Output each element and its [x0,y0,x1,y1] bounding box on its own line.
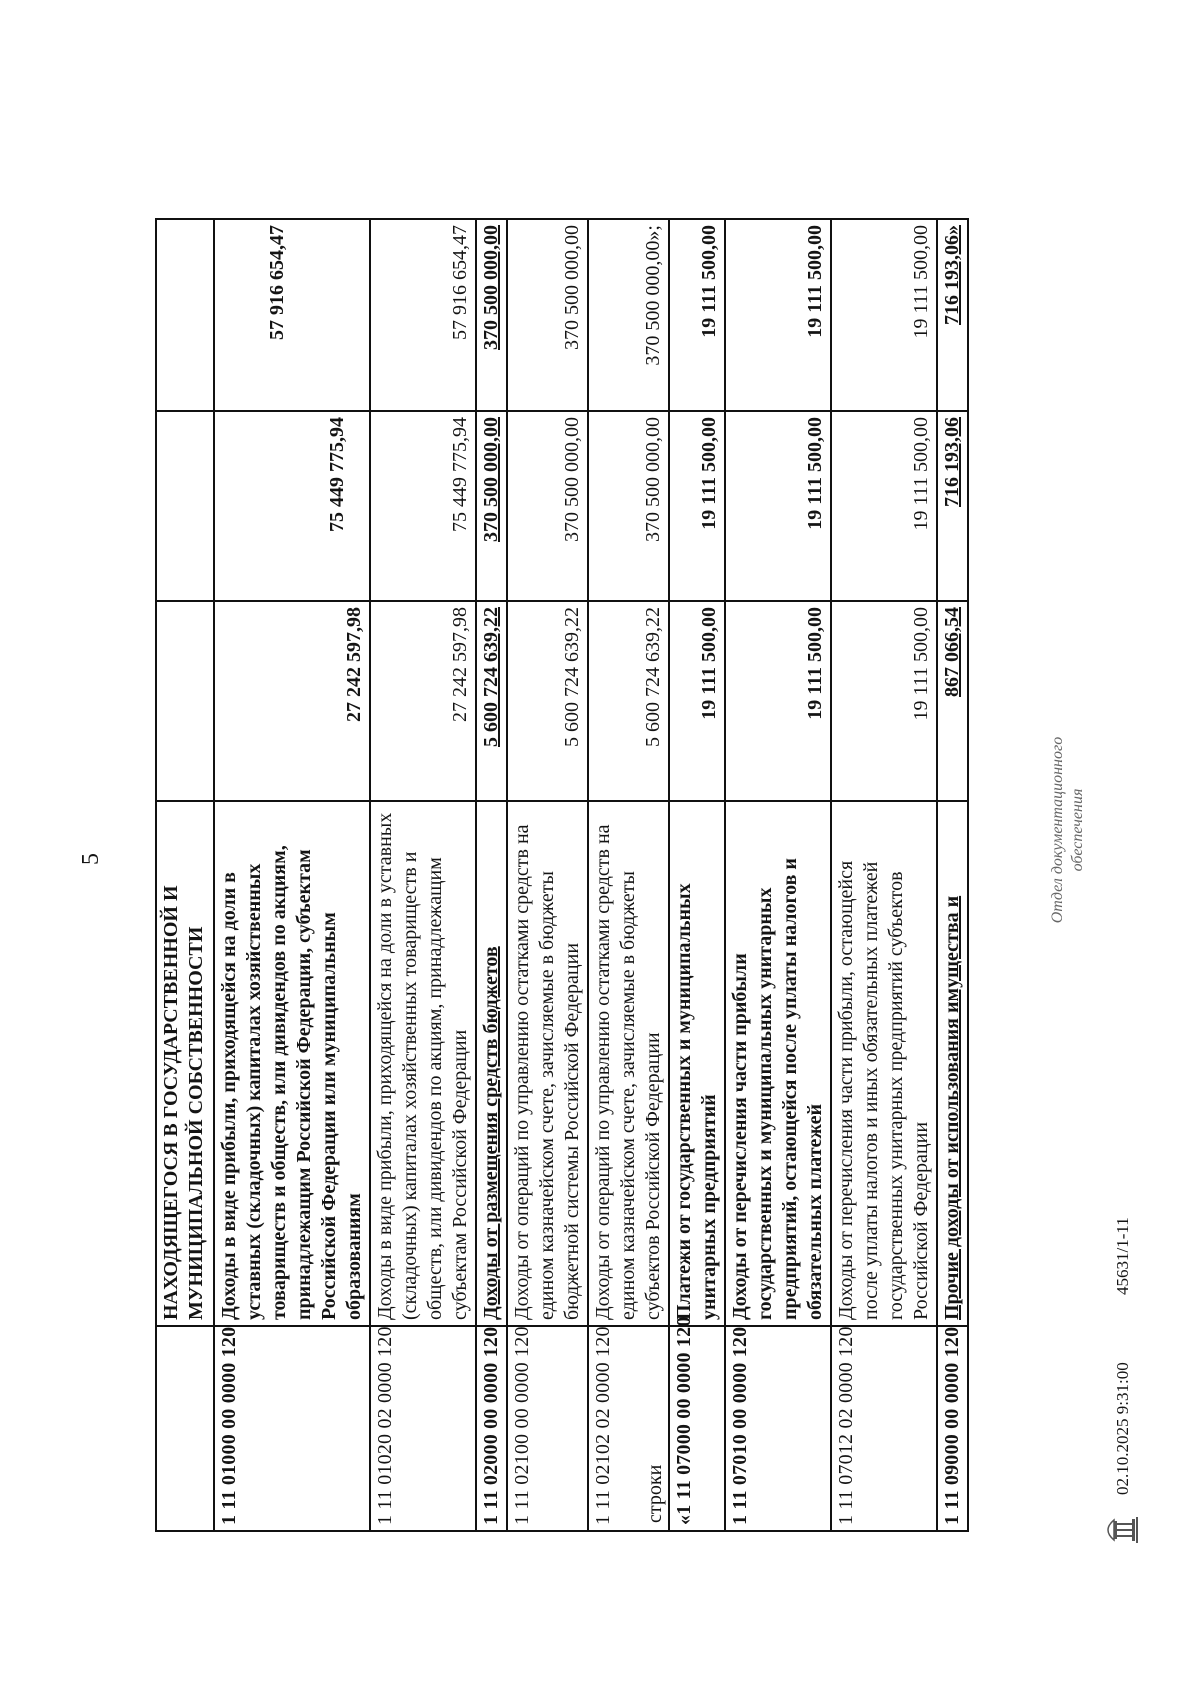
value-cell: 370 500 000,00»; [588,219,669,411]
stamp-line-1: Отдел документационного [1049,736,1066,924]
table-row [831,219,937,1531]
value-cell [156,411,214,601]
code-cell: 1 11 07010 00 0000 120 [725,1326,831,1531]
name-cell: Доходы в виде прибыли, приходящейся на доли в уставных (складочных) капиталах хозяйственных товариществ и обществ, или дивидендов по акциям, принадлежащим субъектам Российской Федерации [370,801,476,1326]
value-cell: 57 916 654,47 [214,219,370,411]
value-cell: 19 111 500,00 [725,219,831,411]
table-row [669,219,725,1531]
code-cell: 1 11 01020 02 0000 120 [370,1326,476,1531]
value-cell: 370 500 000,00 [507,411,588,601]
name-cell: Платежи от государственных и муниципальных унитарных предприятий [669,801,725,1326]
table-row [588,219,669,1531]
code-cell: 1 11 09000 00 0000 120 [937,1326,968,1531]
value-cell: 370 500 000,00 [476,411,507,601]
value-cell: 370 500 000,00 [588,411,669,601]
code-cell: «1 11 07000 00 0000 120 [669,1326,725,1531]
code-cell: 1 11 07012 02 0000 120 [831,1326,937,1531]
value-cell: 19 111 500,00 [669,411,725,601]
footer-doc-number: 45631/1-11 [1113,1217,1132,1295]
value-cell: 19 111 500,00 [831,219,937,411]
value-cell: 27 242 597,98 [214,601,370,801]
value-cell: 5 600 724 639,22 [507,601,588,801]
code-cell [156,1326,214,1531]
code-cell: 1 11 02102 02 0000 120 [588,1326,669,1531]
value-cell: 75 449 775,94 [370,411,476,601]
table-row [156,219,214,1531]
table-row [214,219,370,1531]
name-cell: Доходы от операций по управлению остатками средств на едином казначейском счете, зачисляемые в бюджеты субъектов Российской Федерации [588,801,669,1326]
value-cell: 370 500 000,00 [507,219,588,411]
footer-date: 02.10.2025 9:31:00 [1113,1362,1132,1495]
value-cell: 19 111 500,00 [831,601,937,801]
table-row [725,219,831,1531]
table-row [937,219,968,1531]
table-row [370,219,476,1531]
value-cell: 19 111 500,00 [725,411,831,601]
value-cell: 716 193,06» [937,219,968,411]
page-number: 5 [78,853,104,865]
revenue-table-bottom [668,218,969,1532]
name-cell: Доходы от размещения средств бюджетов [476,801,507,1326]
value-cell: 370 500 000,00 [476,219,507,411]
table-row [476,219,507,1531]
value-cell: 19 111 500,00 [669,219,725,411]
department-stamp [1048,725,1088,935]
name-cell: Доходы от перечисления части прибыли, остающейся после уплаты налогов и иных обязательных платежей государственных унитарных предприятий субъектов Российской Федерации [831,801,937,1326]
name-cell: Доходы от операций по управлению остатками средств на едином казначейском счете, зачисляемые в бюджеты бюджетной системы Российской Федерации [507,801,588,1326]
name-cell: НАХОДЯЩЕГОСЯ В ГОСУДАРСТВЕННОЙ И МУНИЦИПАЛЬНОЙ СОБСТВЕННОСТИ [156,801,214,1326]
value-cell: 19 111 500,00 [725,601,831,801]
emblem-icon [1100,1517,1140,1543]
name-cell: Доходы от перечисления части прибыли государственных и муниципальных унитарных предприятий, остающейся после уплаты налогов и обязательных платежей [725,801,831,1326]
code-cell: 1 11 02100 00 0000 120 [507,1326,588,1531]
value-cell: 57 916 654,47 [370,219,476,411]
value-cell: 19 111 500,00 [669,601,725,801]
value-cell: 867 066,54 [937,601,968,801]
name-cell: Доходы в виде прибыли, приходящейся на доли в уставных (складочных) капиталах хозяйственных товариществ и обществ, или дивидендов по акциям, принадлежащим Российской Федерации, субъектам Российской Федерации или муниципальным образованиям [214,801,370,1326]
value-cell: 5 600 724 639,22 [476,601,507,801]
table-row [507,219,588,1531]
code-cell: 1 11 01000 00 0000 120 [214,1326,370,1531]
stroki-label: строки [644,1464,666,1523]
value-cell [156,219,214,411]
revenue-table-top [155,218,670,1532]
value-cell: 5 600 724 639,22 [588,601,669,801]
value-cell [156,601,214,801]
name-cell: Прочие доходы от использования имущества и [937,801,968,1326]
stamp-line-2: обеспечения [1069,788,1086,872]
value-cell: 75 449 775,94 [214,411,370,601]
value-cell: 19 111 500,00 [831,411,937,601]
value-cell: 27 242 597,98 [370,601,476,801]
code-cell: 1 11 02000 00 0000 120 [476,1326,507,1531]
value-cell: 716 193,06 [937,411,968,601]
